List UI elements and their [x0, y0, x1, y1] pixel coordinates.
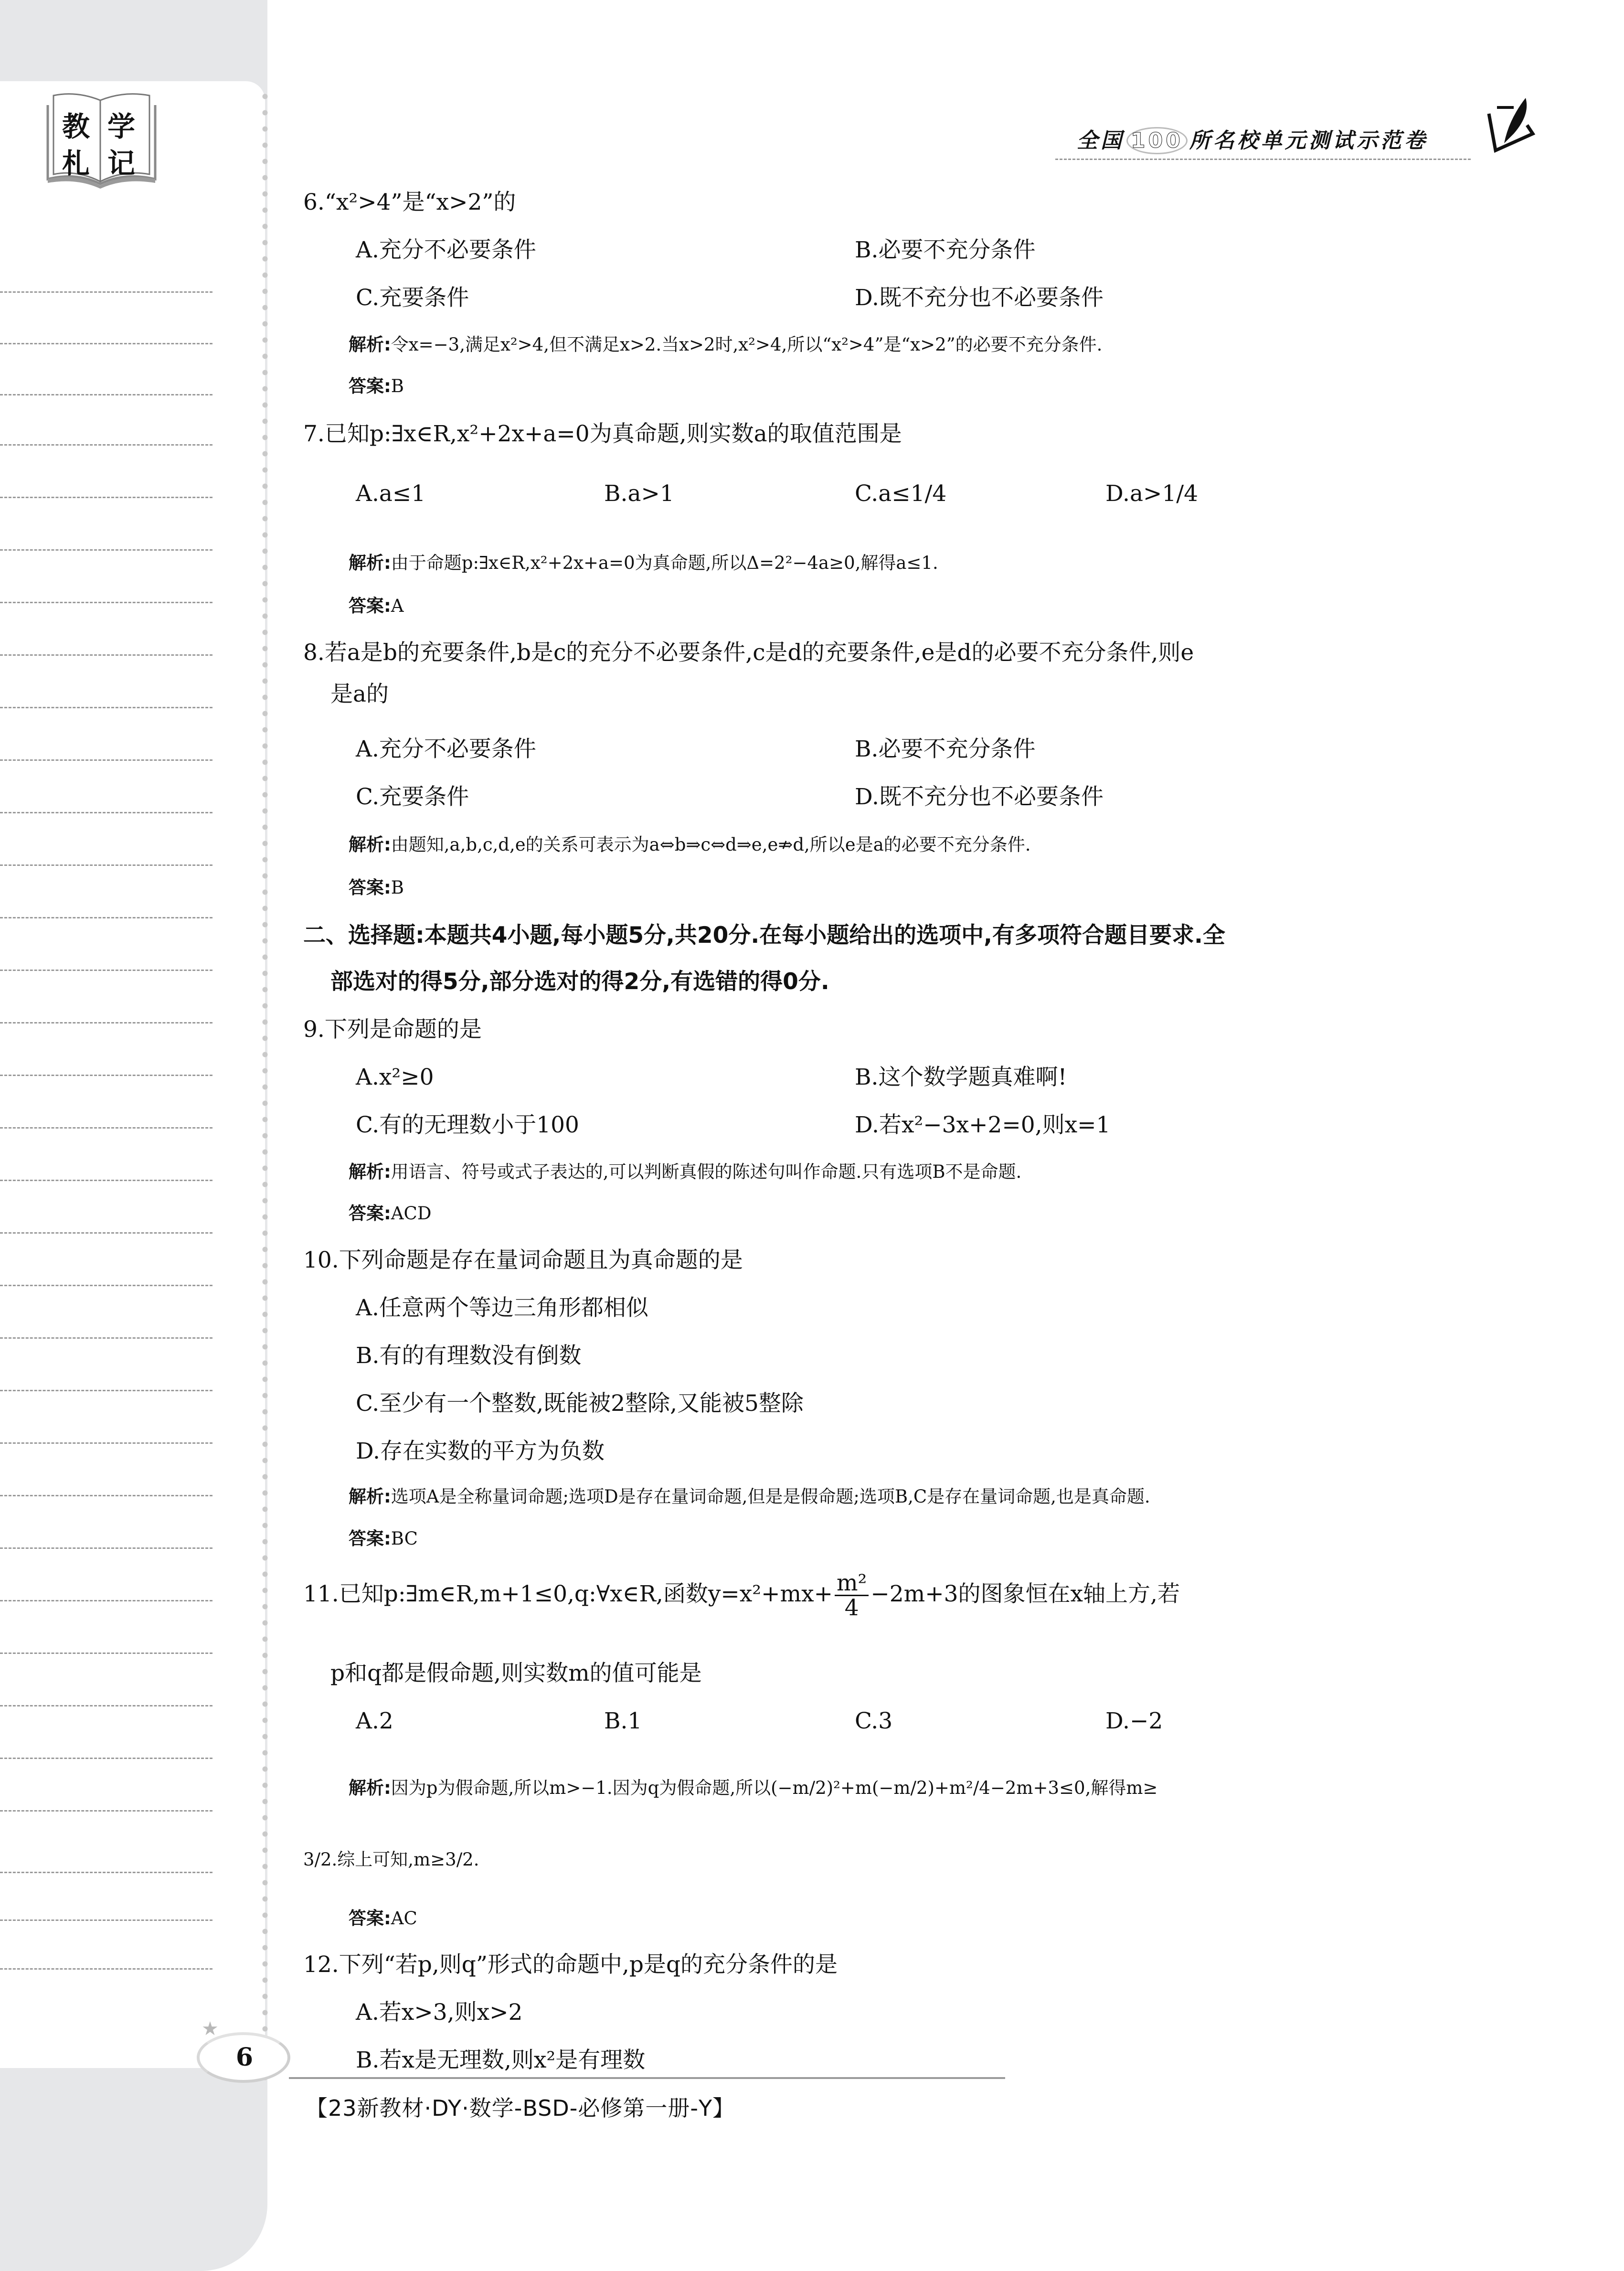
star-icon: ★ — [202, 2018, 219, 2040]
question-8-solution — [349, 836, 1031, 853]
answer-label: 答案: — [349, 1528, 391, 1549]
note-line — [0, 1705, 212, 1706]
solution-text: 因为p为假命题,所以m>−1.因为q为假命题,所以(−m/2)²+m(−m/2)+m²/4−2m+3≤0,解得m≥ — [391, 1778, 1158, 1798]
question-6-option-a: A.充分不必要条件 — [356, 237, 536, 263]
question-11-solution-line2: 3/2.综上可知,m≥3/2. — [303, 1849, 479, 1870]
question-7-stem: 7.已知p:∃x∈R,x²+2x+a=0为真命题,则实数a的取值范围是 — [303, 421, 902, 447]
solution-label: 解析: — [349, 553, 391, 573]
question-10-option-b: B.有的有理数没有倒数 — [356, 1343, 582, 1369]
answer-value: BC — [391, 1528, 418, 1549]
answer-value: B — [391, 877, 404, 898]
page-number: 6 — [235, 2043, 254, 2072]
question-9-option-a: A.x²≥0 — [356, 1064, 434, 1090]
question-9-option-b: B.这个数学题真难啊! — [855, 1064, 1067, 1090]
note-line — [0, 497, 212, 498]
question-11-solution-line1 — [349, 1779, 1157, 1797]
note-line — [0, 343, 212, 344]
note-line — [0, 1232, 212, 1234]
question-11-option-c: C.3 — [855, 1708, 893, 1734]
note-line — [0, 602, 212, 603]
solution-label: 解析: — [349, 1162, 391, 1182]
note-line — [0, 1285, 212, 1286]
solution-text: 选项A是全称量词命题;选项D是存在量词命题,但是是假命题;选项B,C是存在量词命题,也是真命题. — [391, 1486, 1150, 1507]
question-6-stem: 6.“x²>4”是“x>2”的 — [303, 189, 516, 215]
logo-char: 教 — [62, 110, 90, 143]
solution-label: 解析: — [349, 1778, 391, 1798]
question-6-option-d: D.既不充分也不必要条件 — [855, 285, 1104, 311]
note-line — [0, 970, 212, 971]
question-7-answer — [349, 597, 404, 615]
question-12-stem: 12.下列“若p,则q”形式的命题中,p是q的充分条件的是 — [303, 1951, 838, 1978]
question-8-option-c: C.充要条件 — [356, 784, 469, 810]
question-11-option-b: B.1 — [604, 1708, 642, 1734]
question-7-solution — [349, 554, 938, 572]
question-10-option-d: D.存在实数的平方为负数 — [356, 1438, 605, 1464]
binding-dots — [262, 88, 268, 2085]
answer-value: A — [391, 596, 404, 616]
note-line — [0, 707, 212, 708]
note-line — [0, 812, 212, 813]
footer-rule — [289, 2077, 1005, 2079]
question-10-answer — [349, 1530, 418, 1547]
question-11-option-a: A.2 — [356, 1708, 393, 1734]
fraction-denominator: 4 — [844, 1595, 859, 1621]
note-line — [0, 759, 212, 761]
teaching-notes-logo — [43, 91, 160, 191]
note-line — [0, 1872, 212, 1873]
note-line — [0, 444, 212, 446]
note-line — [0, 1180, 212, 1181]
answer-label: 答案: — [349, 1203, 391, 1224]
note-line — [0, 1127, 212, 1129]
note-line — [0, 1600, 212, 1601]
question-11-option-d: D.−2 — [1105, 1708, 1163, 1734]
note-line — [0, 1495, 212, 1496]
solution-label: 解析: — [349, 1486, 391, 1507]
question-12-option-b: B.若x是无理数,则x²是有理数 — [356, 2047, 646, 2073]
quill-paper-icon — [1485, 96, 1538, 158]
note-line — [0, 291, 212, 293]
open-book-icon — [43, 91, 160, 191]
note-line — [0, 1022, 212, 1024]
answer-value: AC — [391, 1908, 417, 1929]
question-11-stem-line1 — [303, 1571, 1180, 1620]
series-title-suffix: 所名校单元测试示范卷 — [1189, 128, 1428, 153]
note-line — [0, 549, 212, 551]
solution-text: 用语言、符号或式子表达的,可以判断真假的陈述句叫作命题.只有选项B不是命题. — [391, 1162, 1022, 1182]
question-10-stem: 10.下列命题是存在量词命题且为真命题的是 — [303, 1247, 743, 1273]
question-9-option-d: D.若x²−3x+2=0,则x=1 — [855, 1112, 1111, 1138]
question-6-solution — [349, 336, 1102, 353]
section-2-instructions-line2: 部选对的得5分,部分选对的得2分,有选错的得0分. — [330, 969, 829, 995]
note-line — [0, 1653, 212, 1654]
question-11-stem-post: −2m+3的图象恒在x轴上方,若 — [870, 1580, 1180, 1607]
question-8-answer — [349, 879, 404, 896]
solution-text: 令x=−3,满足x²>4,但不满足x>2.当x>2时,x²>4,所以“x²>4”是“x>2”的必要不充分条件. — [391, 334, 1103, 355]
question-11-stem-pre: 11.已知p:∃m∈R,m+1≤0,q:∀x∈R,函数y=x²+mx+ — [303, 1580, 833, 1607]
question-9-option-c: C.有的无理数小于100 — [356, 1112, 579, 1138]
question-11-stem-line2: p和q都是假命题,则实数m的值可能是 — [330, 1660, 702, 1686]
note-line — [0, 864, 212, 866]
note-line — [0, 1547, 212, 1549]
question-6-answer — [349, 377, 404, 395]
solution-text: 由于命题p:∃x∈R,x²+2x+a=0为真命题,所以Δ=2²−4a≥0,解得a≤1. — [391, 553, 938, 573]
question-7-option-d: D.a>1/4 — [1105, 480, 1198, 507]
note-line — [0, 1390, 212, 1391]
question-6-option-b: B.必要不充分条件 — [855, 237, 1036, 263]
question-8-option-b: B.必要不充分条件 — [855, 736, 1036, 762]
logo-char: 学 — [107, 110, 136, 143]
logo-char: 记 — [107, 147, 136, 180]
question-9-solution — [349, 1163, 1021, 1181]
question-8-stem-line1: 8.若a是b的充要条件,b是c的充分不必要条件,c是d的充要条件,e是d的必要不充分条件,则e — [303, 640, 1194, 666]
question-6-option-c: C.充要条件 — [356, 285, 469, 311]
series-title-prefix: 全国 — [1077, 128, 1125, 153]
section-2-instructions-line1: 二、选择题:本题共4小题,每小题5分,共20分.在每小题给出的选项中,有多项符合题目要求.全 — [303, 922, 1225, 949]
note-line — [0, 1337, 212, 1339]
solution-label: 解析: — [349, 834, 391, 855]
page-number-badge — [197, 2018, 292, 2085]
note-line — [0, 917, 212, 918]
question-10-solution — [349, 1488, 1150, 1505]
note-line — [0, 654, 212, 656]
question-9-answer — [349, 1205, 432, 1222]
series-header — [1027, 96, 1533, 162]
series-number-badge: 100 — [1126, 127, 1188, 154]
fraction-m2-over-4 — [835, 1571, 869, 1620]
note-line — [0, 1919, 212, 1921]
logo-char: 札 — [62, 147, 90, 180]
note-line — [0, 1758, 212, 1759]
answer-value: B — [391, 376, 404, 396]
solution-text: 由题知,a,b,c,d,e的关系可表示为a⇔b⇒c⇔d⇒e,e⇏d,所以e是a的必要不充分条件. — [391, 834, 1031, 855]
note-line — [0, 1810, 212, 1812]
note-line — [0, 394, 212, 395]
question-7-option-c: C.a≤1/4 — [855, 480, 947, 507]
book-code: 【23新教材·DY·数学-BSD-必修第一册-Y】 — [306, 2095, 735, 2121]
answer-label: 答案: — [349, 376, 391, 396]
answer-label: 答案: — [349, 877, 391, 898]
note-line — [0, 1075, 212, 1076]
series-title — [1077, 123, 1428, 154]
note-line — [0, 1442, 212, 1444]
question-10-option-c: C.至少有一个整数,既能被2整除,又能被5整除 — [356, 1390, 804, 1417]
answer-label: 答案: — [349, 1908, 391, 1929]
question-10-option-a: A.任意两个等边三角形都相似 — [356, 1295, 648, 1321]
question-8-stem-line2: 是a的 — [330, 681, 389, 707]
question-9-stem: 9.下列是命题的是 — [303, 1016, 482, 1043]
answer-label: 答案: — [349, 596, 391, 616]
question-8-option-a: A.充分不必要条件 — [356, 736, 536, 762]
question-8-option-d: D.既不充分也不必要条件 — [855, 784, 1104, 810]
question-7-option-a: A.a≤1 — [356, 480, 426, 507]
question-7-option-b: B.a>1 — [604, 480, 674, 507]
answer-value: ACD — [391, 1203, 432, 1224]
fraction-numerator: m² — [835, 1571, 869, 1596]
header-dashed-rule — [1055, 159, 1471, 160]
note-line — [0, 1968, 212, 1970]
solution-label: 解析: — [349, 334, 391, 355]
question-12-option-a: A.若x>3,则x>2 — [356, 1999, 523, 2026]
question-11-answer — [349, 1909, 417, 1927]
